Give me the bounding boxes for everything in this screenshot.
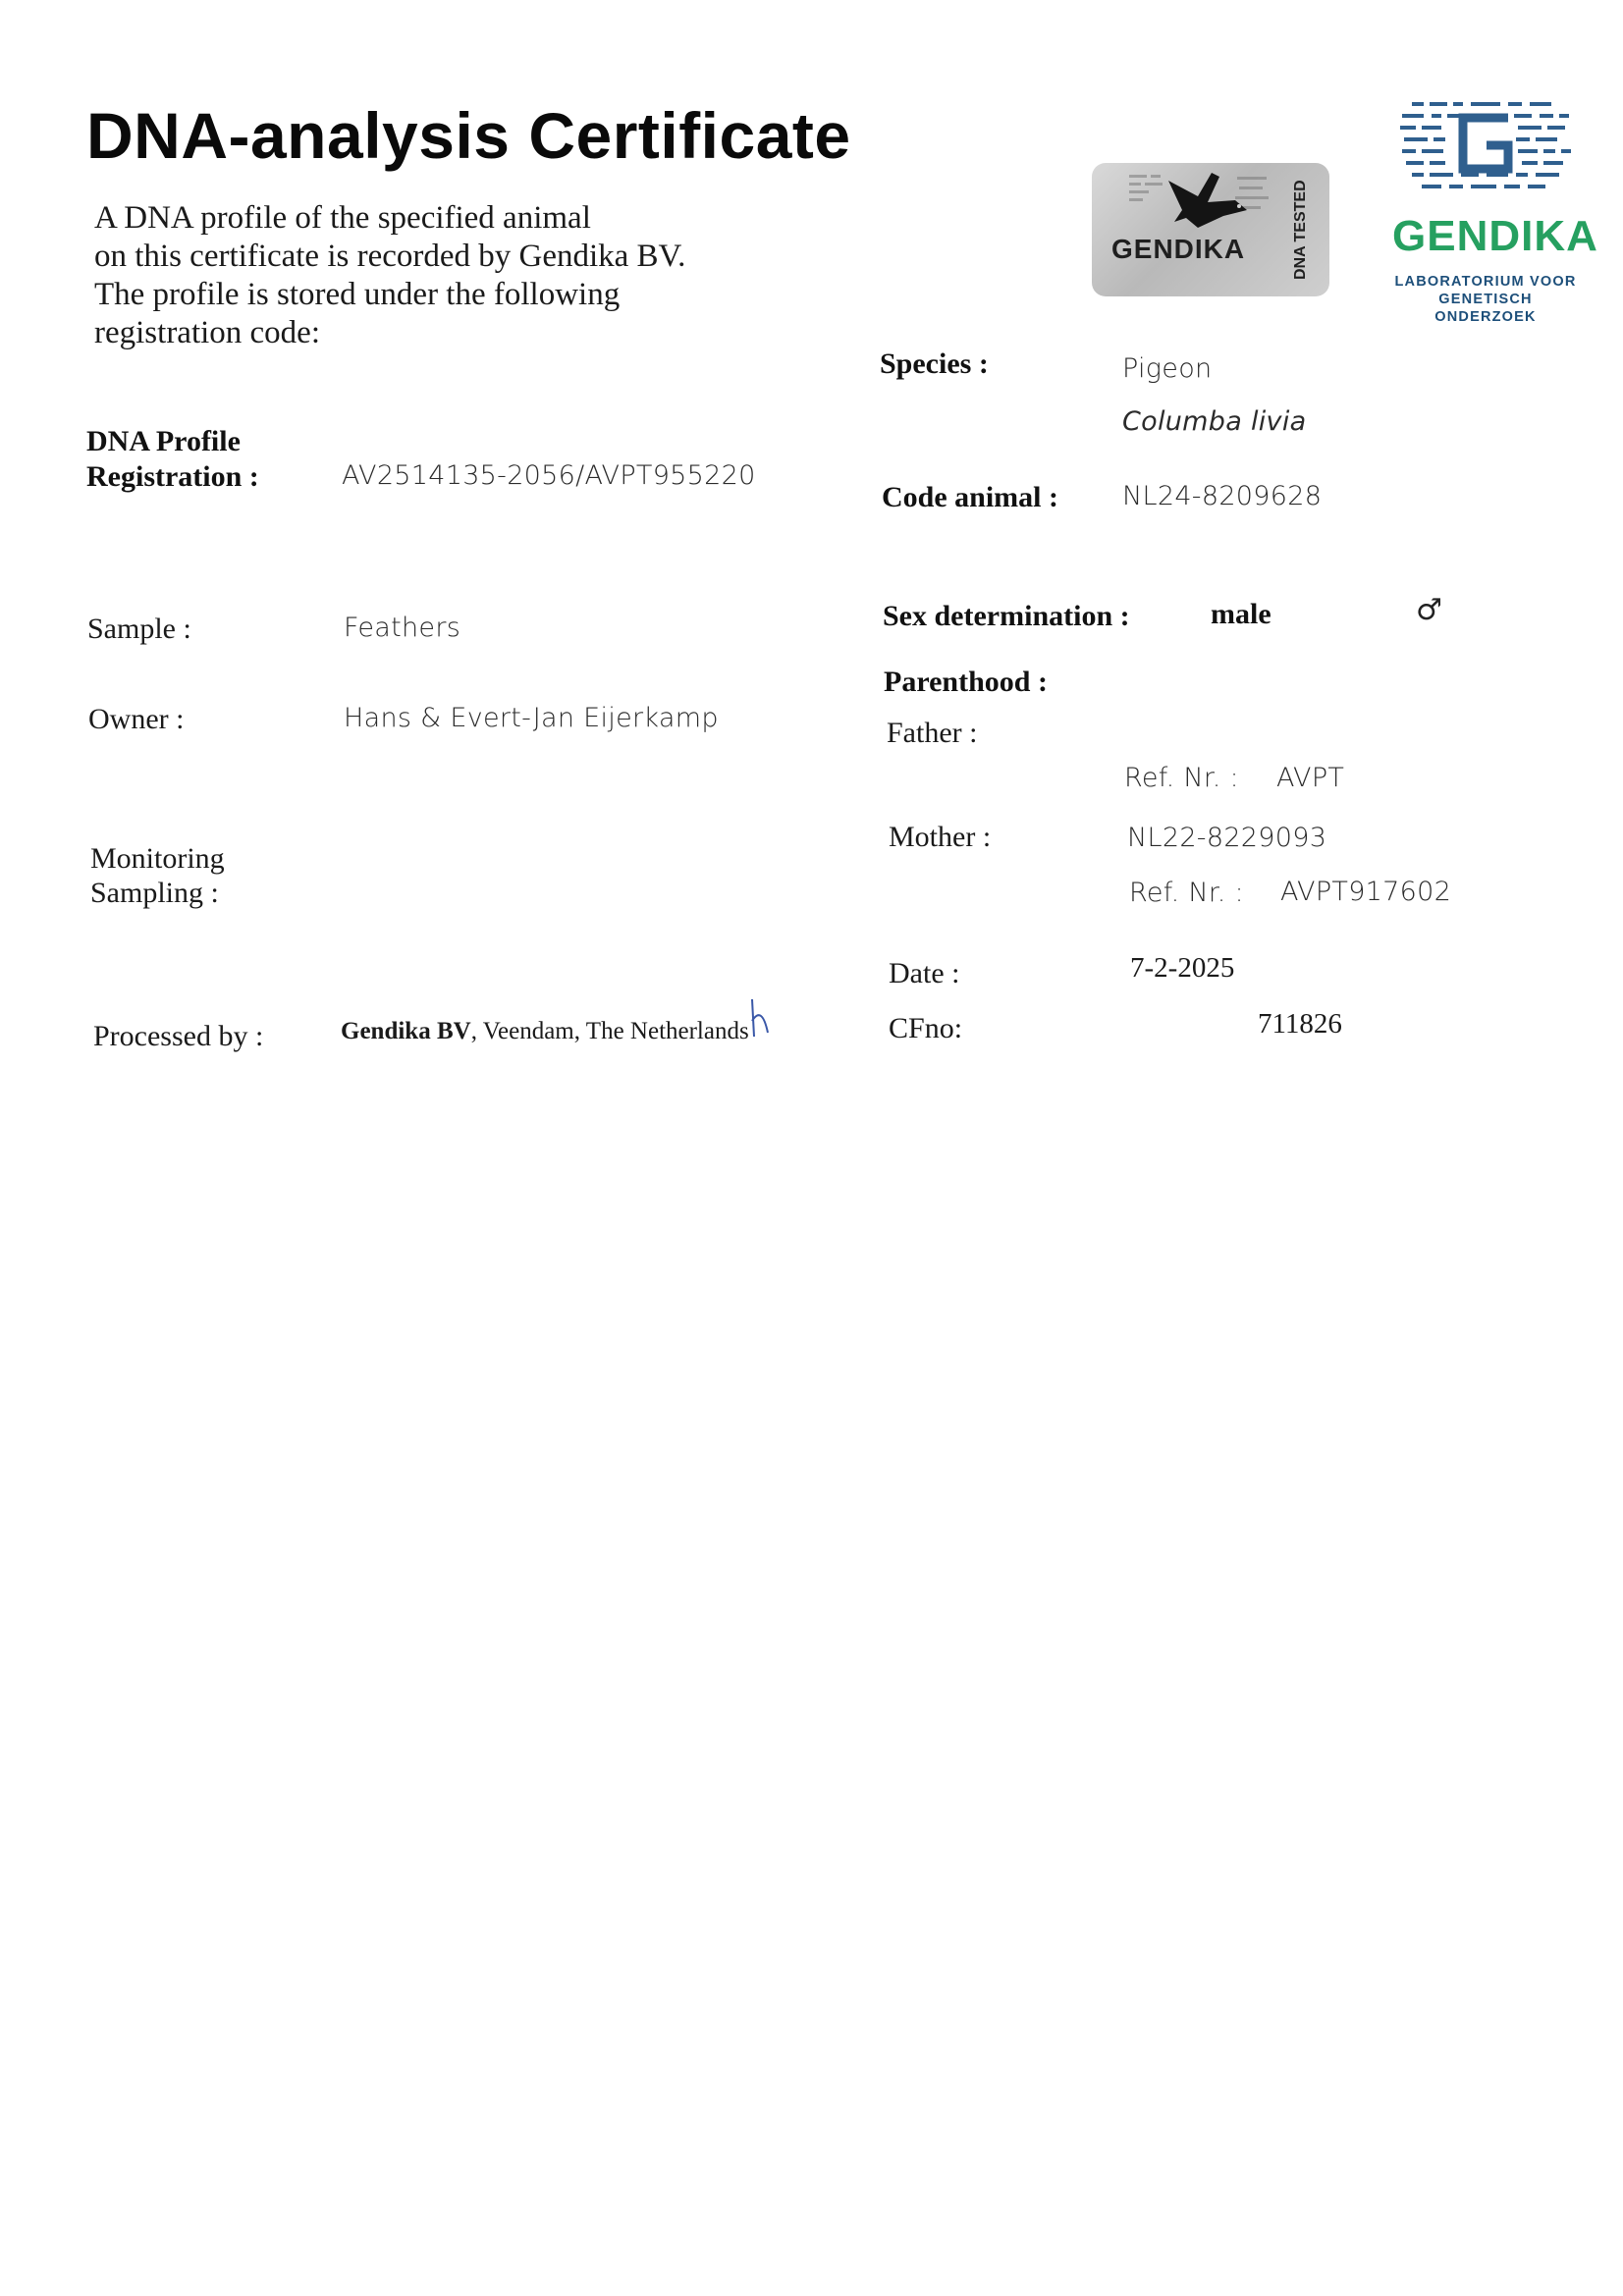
processor-location: , Veendam, The Netherlands <box>470 1018 749 1044</box>
intro-line: A DNA profile of the specified animal <box>94 200 591 236</box>
parenthood-label: Parenthood : <box>884 666 1048 698</box>
registration-value: AV2514135-2056/AVPT955220 <box>342 460 756 491</box>
dna-tested-seal <box>1092 163 1329 296</box>
pigeon-icon <box>1129 167 1276 236</box>
owner-value: Hans & Evert-Jan Eijerkamp <box>344 703 719 733</box>
certificate-title: DNA-analysis Certificate <box>86 99 851 172</box>
mother-label: Mother : <box>889 821 992 853</box>
sex-determination-label: Sex determination : <box>883 600 1130 632</box>
code-animal-value: NL24-8209628 <box>1122 481 1323 511</box>
father-ref-label: Ref. Nr. : <box>1124 763 1239 793</box>
processed-by-label: Processed by : <box>93 1020 264 1052</box>
father-ref-value: AVPT <box>1276 763 1345 793</box>
processor-name: Gendika BV <box>341 1018 471 1044</box>
code-animal-label: Code animal : <box>882 481 1058 513</box>
species-latin-name: Columba livia <box>1122 406 1307 437</box>
species-label: Species : <box>880 347 989 380</box>
gendika-wordmark: GENDIKA <box>1392 212 1598 260</box>
mother-ring-value: NL22-8229093 <box>1127 823 1327 853</box>
seal-brand: GENDIKA <box>1111 234 1246 264</box>
male-symbol-icon: ♂ <box>1416 593 1442 627</box>
gendika-logo <box>1392 96 1598 325</box>
date-value: 7-2-2025 <box>1130 952 1235 984</box>
mother-ref-value: AVPT917602 <box>1280 877 1452 907</box>
sample-value: Feathers <box>344 613 461 643</box>
date-label: Date : <box>889 957 960 989</box>
sample-label: Sample : <box>87 613 191 645</box>
processed-by-value <box>341 1018 749 1045</box>
species-common-name: Pigeon <box>1122 353 1213 384</box>
intro-line: registration code: <box>94 315 321 350</box>
cfno-value: 711826 <box>1258 1008 1342 1040</box>
intro-line: on this certificate is recorded by Gendika BV. <box>94 239 686 274</box>
cfno-label: CFno: <box>889 1012 963 1044</box>
owner-label: Owner : <box>88 703 185 735</box>
gendika-subtitle: LABORATORIUM VOOR GENETISCH ONDERZOEK <box>1394 274 1577 325</box>
monitoring-label-line2: Sampling : <box>90 877 219 909</box>
intro-line: The profile is stored under the following <box>94 277 621 312</box>
intro-paragraph <box>94 199 685 352</box>
sex-value: male <box>1211 598 1271 630</box>
mother-ref-label: Ref. Nr. : <box>1129 878 1244 908</box>
seal-side-text: DNA TESTED <box>1292 180 1309 280</box>
registration-label-line2: Registration : <box>86 460 259 493</box>
registration-label-line1: DNA Profile <box>86 425 241 457</box>
handwritten-initial-icon <box>748 993 774 1041</box>
gendika-mark-icon <box>1392 96 1579 204</box>
monitoring-label-line1: Monitoring <box>90 842 225 875</box>
father-label: Father : <box>887 717 978 749</box>
